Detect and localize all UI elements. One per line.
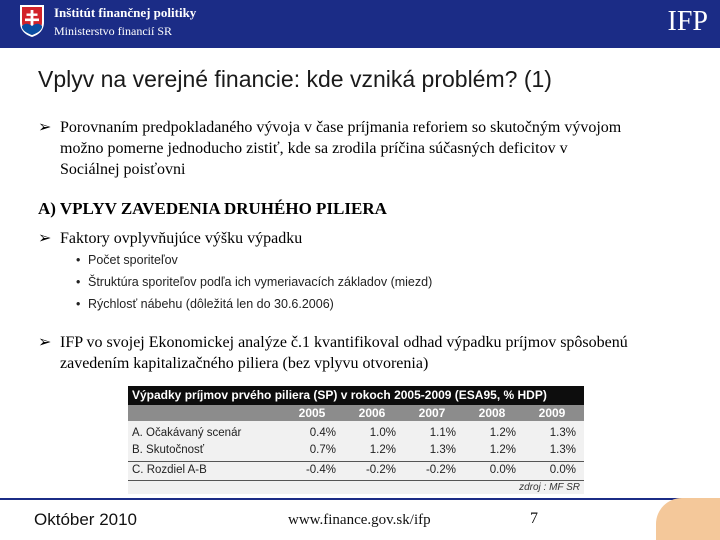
table-cell: 1.2% <box>489 427 516 439</box>
footer-url[interactable]: www.finance.gov.sk/ifp <box>288 512 431 528</box>
row-label: A. Očakávaný scenár <box>132 427 242 439</box>
arrow-bullet-icon: ➢ <box>38 119 52 136</box>
arrow-bullet-icon: ➢ <box>38 230 52 247</box>
table-cell: -0.4% <box>305 464 336 476</box>
table-header-row <box>128 405 584 421</box>
table-row <box>128 443 584 460</box>
dot-bullet-icon: • <box>76 297 81 311</box>
bullet-line: zavedením kapitalizačného piliera (bez vplyvu otvorenia) <box>60 355 429 372</box>
table-cell: -0.2% <box>365 464 396 476</box>
table-cell: 0.0% <box>489 464 516 476</box>
table-cell: 1.1% <box>429 427 456 439</box>
sub-bullet-text: Počet sporiteľov <box>88 253 178 267</box>
bullet-line: Porovnaním predpokladaného vývoja v čase príjmania reforiem so skutočným vývojom <box>60 119 622 136</box>
row-label: B. Skutočnosť <box>132 444 205 456</box>
section-heading: A) VPLYV ZAVEDENIA DRUHÉHO PILIERA <box>38 199 387 218</box>
ministry-name: Ministerstvo financií SR <box>54 24 172 38</box>
institution-name: Inštitút finančnej politiky <box>54 5 197 20</box>
table-title: Výpadky príjmov prvého piliera (SP) v rokoch 2005-2009 (ESA95, % HDP) <box>128 386 584 405</box>
arrow-bullet-icon: ➢ <box>38 334 52 351</box>
bullet-text: Faktory ovplyvňujúce výšku výpadku <box>60 230 303 247</box>
revenue-loss-table <box>128 386 584 494</box>
bullet-line: možno pomerne jednoducho zistiť, kde sa zrodila príčina súčasných deficitov v <box>60 140 568 157</box>
table-cell: 0.7% <box>309 444 336 456</box>
table-row <box>128 463 584 480</box>
bullet-line: IFP vo svojej Ekonomickej analýze č.1 kvantifikoval odhad výpadku príjmov spôsobenú <box>60 334 628 351</box>
table-cell: 1.3% <box>549 427 576 439</box>
slovak-coat-of-arms-icon <box>19 4 45 38</box>
table-cell: 1.2% <box>369 444 396 456</box>
year-header: 2008 <box>478 406 506 420</box>
table-cell: 0.0% <box>549 464 576 476</box>
year-header: 2009 <box>538 406 566 420</box>
dot-bullet-icon: • <box>76 253 81 267</box>
table-row <box>128 426 584 443</box>
table-divider <box>128 480 584 481</box>
row-label: C. Rozdiel A-B <box>132 464 207 476</box>
table-cell: 1.3% <box>549 444 576 456</box>
table-cell: 0.4% <box>309 427 336 439</box>
dot-bullet-icon: • <box>76 275 81 289</box>
corner-decoration <box>656 498 720 540</box>
table-divider <box>128 461 584 462</box>
table-source: zdroj : MF SR <box>519 482 580 493</box>
sub-bullet-text: Štruktúra sporiteľov podľa ich vymeriavacích základov (miezd) <box>88 275 433 289</box>
header-bar <box>0 0 720 48</box>
footer-date: Október 2010 <box>34 510 138 529</box>
slide-title: Vplyv na verejné financie: kde vzniká problém? (1) <box>38 66 552 92</box>
sub-bullet-text: Rýchlosť nábehu (dôležitá len do 30.6.2006) <box>88 297 334 311</box>
year-header: 2005 <box>298 406 326 420</box>
year-header: 2007 <box>418 406 446 420</box>
table-cell: 1.2% <box>489 444 516 456</box>
table-cell: -0.2% <box>425 464 456 476</box>
year-header: 2006 <box>358 406 386 420</box>
table-cell: 1.0% <box>369 427 396 439</box>
page-number: 7 <box>530 510 538 527</box>
table-cell: 1.3% <box>429 444 456 456</box>
brand-label: IFP <box>667 6 708 37</box>
footer-rule <box>0 498 720 500</box>
bullet-line: Sociálnej poisťovni <box>60 161 186 178</box>
